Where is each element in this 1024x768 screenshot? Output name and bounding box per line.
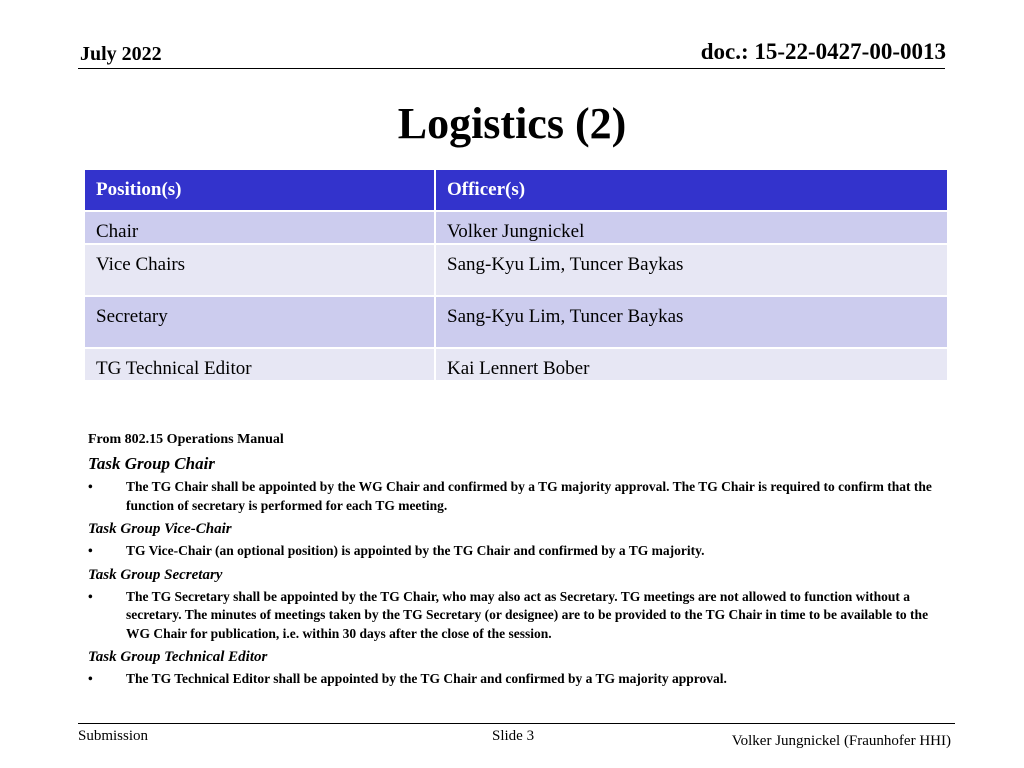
bullet-item <box>88 670 948 689</box>
section-heading: Task Group Vice-Chair <box>88 521 232 537</box>
header-divider <box>78 68 945 69</box>
table-row <box>85 297 947 349</box>
column-header-position: Position(s) <box>85 170 436 212</box>
officer-cell: Sang-Kyu Lim, Tuncer Baykas <box>436 245 947 297</box>
officer-cell: Kai Lennert Bober <box>436 349 947 382</box>
bullet-item <box>88 588 948 644</box>
section-heading: Task Group Secretary <box>88 566 223 583</box>
position-cell: Secretary <box>85 297 436 349</box>
table-header-row <box>85 170 947 212</box>
footer-slide-number: Slide 3 <box>492 728 535 744</box>
position-cell: Chair <box>85 212 436 245</box>
position-cell: Vice Chairs <box>85 245 436 297</box>
officer-cell: Sang-Kyu Lim, Tuncer Baykas <box>436 297 947 349</box>
bullet-item <box>88 542 948 561</box>
footer-author: Volker Jungnickel (Fraunhofer HHI) <box>731 733 951 749</box>
slide-title: Logistics (2) <box>397 99 627 148</box>
bullet-icon: • <box>88 479 93 494</box>
bullet-text: The TG Secretary shall be appointed by the TG Chair, who may also act as Secretary. TG meetings are not allowed to function without a secretary. The minutes of meetings taken by the TG Secretary (or designee) are to be provided to the TG Chair in time to be available to the WG Chair for publication, i.e. within 30 days after the close of the session. <box>126 588 929 641</box>
source-note: From 802.15 Operations Manual <box>88 432 284 447</box>
bullet-item <box>88 478 948 515</box>
section-heading: Task Group Chair <box>88 454 215 473</box>
officers-table <box>85 170 947 382</box>
table-row <box>85 212 947 245</box>
footer-submission: Submission <box>78 728 149 744</box>
position-cell: TG Technical Editor <box>85 349 436 382</box>
footer-divider <box>78 723 955 724</box>
bullet-icon: • <box>88 588 93 604</box>
bullet-text: The TG Technical Editor shall be appointed by the TG Chair and confirmed by a TG majority approval. <box>126 671 727 686</box>
table-row <box>85 349 947 382</box>
bullet-icon: • <box>88 543 93 558</box>
bullet-icon: • <box>88 671 93 686</box>
officer-cell: Volker Jungnickel <box>436 212 947 245</box>
operations-manual-notes <box>88 432 948 695</box>
header-date: July 2022 <box>80 43 162 65</box>
bullet-text: The TG Chair shall be appointed by the WG Chair and confirmed by a TG majority approval. The TG Chair is required to confirm that the function of secretary is performed for each TG meeting. <box>126 479 932 513</box>
section-heading: Task Group Technical Editor <box>88 649 268 665</box>
column-header-officer: Officer(s) <box>436 170 947 212</box>
table-row <box>85 245 947 297</box>
header-doc-id: doc.: 15-22-0427-00-0013 <box>700 39 946 64</box>
bullet-text: TG Vice-Chair (an optional position) is appointed by the TG Chair and confirmed by a TG majority. <box>126 543 705 558</box>
